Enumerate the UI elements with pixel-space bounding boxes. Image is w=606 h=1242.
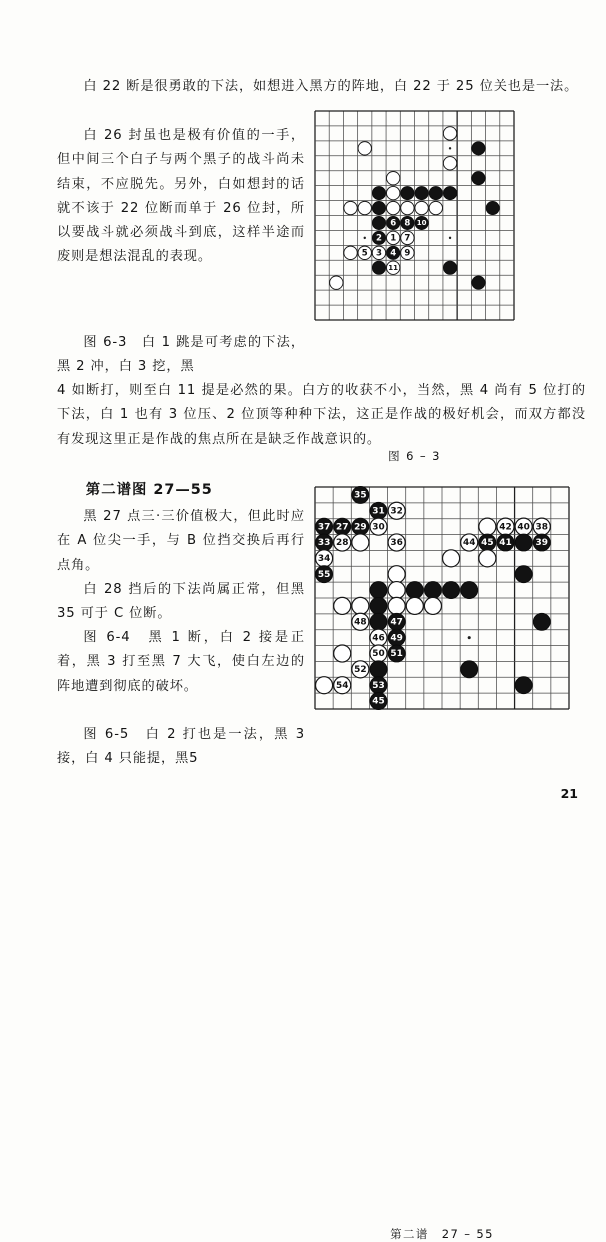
diagram-2-caption: 第二谱 27 – 55 <box>390 1227 494 1241</box>
go-board-diagram-1 <box>312 108 517 323</box>
paragraph-6: 图 6-4 黑 1 断，白 2 接是正着，黑 3 打至黑 7 大飞，使白左边的阵地遭到彻底的破坏。 <box>57 630 305 694</box>
paragraph-5: 白 28 挡后的下法尚属正常，但黑 35 可于 C 位断。 <box>57 582 305 622</box>
paragraph-3: 图 6-3 白 1 跳是可考虑的下法，黑 2 冲，白 3 挖，黑 <box>57 335 305 375</box>
go-diagram-1-container <box>312 108 517 463</box>
paragraph-1: 白 22 断是很勇敢的下法，如想进入黑方的阵地，白 22 于 25 位关也是一法。 <box>83 79 579 95</box>
paragraph-4: 黑 27 点三·三价值极大，但此时应在 A 位尖一手，与 B 位挡交换后再行点角。 <box>57 509 305 573</box>
page-number: 21 <box>560 786 578 801</box>
go-board-diagram-2 <box>312 484 572 712</box>
paragraph-7: 图 6-5 白 2 打也是一法，黑 3 接，白 4 只能提，黑5 <box>57 727 305 767</box>
section-heading-2: 第二谱图 27—55 <box>85 481 213 498</box>
paragraph-2: 白 26 封虽也是极有价值的一手，但中间三个白子与两个黑子的战斗尚未结束，不应脱先。另外，白如想封的话就不该于 22 位断而单于 26 位封，所以要战斗就必须战斗到底，这样半途而废则是想法混乱的表现。 <box>57 128 305 265</box>
diagram-1-caption: 图 6 – 3 <box>388 449 441 463</box>
paragraph-3-continued: 4 如断打，则至白 11 提是必然的果。白方的收获不小，当然，黑 4 尚有 5 位打的下法，白 1 也有 3 位压、2 位顶等种种下法，这正是作战的极好机会，而双方都没有发现这里正是作战的焦点所在是缺乏作战意识的。 <box>57 383 586 447</box>
